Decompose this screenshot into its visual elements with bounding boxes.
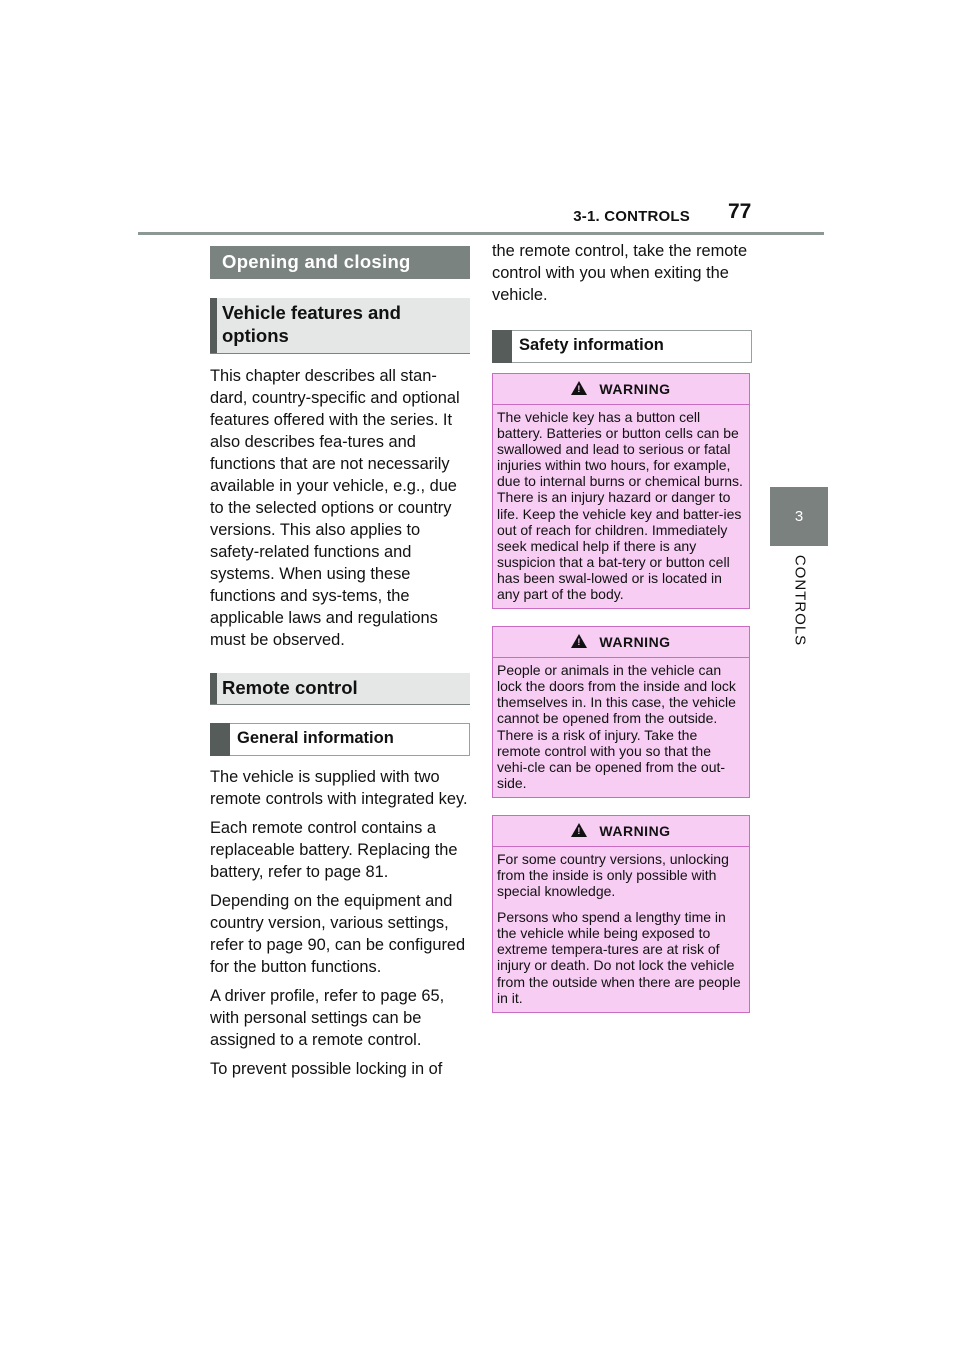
warning-box-extreme-temperatures [492,815,750,1013]
heading-remote-control: Remote control [210,673,470,705]
warning-box-battery [492,373,750,609]
heading-safety-information: Safety information [492,330,752,363]
warning-title: WARNING [599,381,671,397]
paragraph-driver-profile: A driver profile, refer to page 65, with personal settings can be assigned to a remote control. [210,987,445,1049]
paragraph-replaceable-battery: Each remote control contains a replaceable battery. Replacing the battery, refer to page 81. [210,819,458,881]
heading-opening-closing: Opening and closing [210,246,470,279]
heading-general-information: General information [210,723,470,756]
warning-text: The vehicle key has a button cell battery. Batteries or button cells can be swallowed and lead to serious or fatal injuries within two hours, for example, due to internal burns or chemical burns. There is an injury hazard or danger to life. Keep the vehicle key and batter-ies out of reach for children. Immediately seek medical help if there is any suspicion that a bat-tery or button cell has been swal-lowed or is located in any part of the body. [497,409,743,603]
warning-text: For some country versions, unlocking from the inside is only possible with special knowledge. [497,850,729,900]
paragraph-prevent-locking: To prevent possible locking in of [210,1060,443,1078]
chapter-tab-label: CONTROLS [791,554,809,647]
warning-box-locked-in [492,626,750,798]
heading-vehicle-features: Vehicle features and options [210,298,470,354]
warning-title: WARNING [599,822,671,839]
warning-header [493,816,749,847]
warning-triangle-icon [571,823,587,837]
chapter-tab[interactable]: 3 [770,487,828,546]
warning-header [493,374,749,405]
section-title: 3-1. CONTROLS [573,208,690,225]
warning-triangle-icon [571,634,587,648]
paragraph-take-remote: the remote control, take the remote control with you when exiting the vehicle. [492,242,748,304]
warning-title: WARNING [599,634,671,651]
warning-text: Persons who spend a lengthy time in the vehicle while being exposed to extreme tempera-tures are at risk of injury or death. Do not lock the vehicle from the outside when there are people in it. [497,909,741,1006]
header-divider [138,232,824,235]
right-column [492,240,752,1013]
left-column [210,246,470,1087]
paragraph-vehicle-features: This chapter describes all stan-dard, country-specific and optional features offered with the series. It also describes fea-tures and functions that are not necessarily available in your vehicle, e.g., due to the selected options or country versions. This also applies to safety-related functions and systems. When using these functions and sys-tems, the applicable laws and regulations must be observed. [210,367,460,649]
page-number: 77 [728,200,752,223]
paragraph-supplied-remotes: The vehicle is supplied with two remote controls with integrated key. [210,768,468,808]
paragraph-button-functions: Depending on the equipment and country version, various settings, refer to page 90, can be configured for the button functions. [210,892,466,976]
warning-triangle-icon [571,381,587,395]
warning-text: People or animals in the vehicle can lock the doors from the inside and lock themselves in. In this case, the vehicle cannot be opened from the outside. There is a risk of injury. Take the remote control with you so that the vehi-cle can be opened from the out-side. [497,662,736,791]
warning-header [493,627,749,658]
